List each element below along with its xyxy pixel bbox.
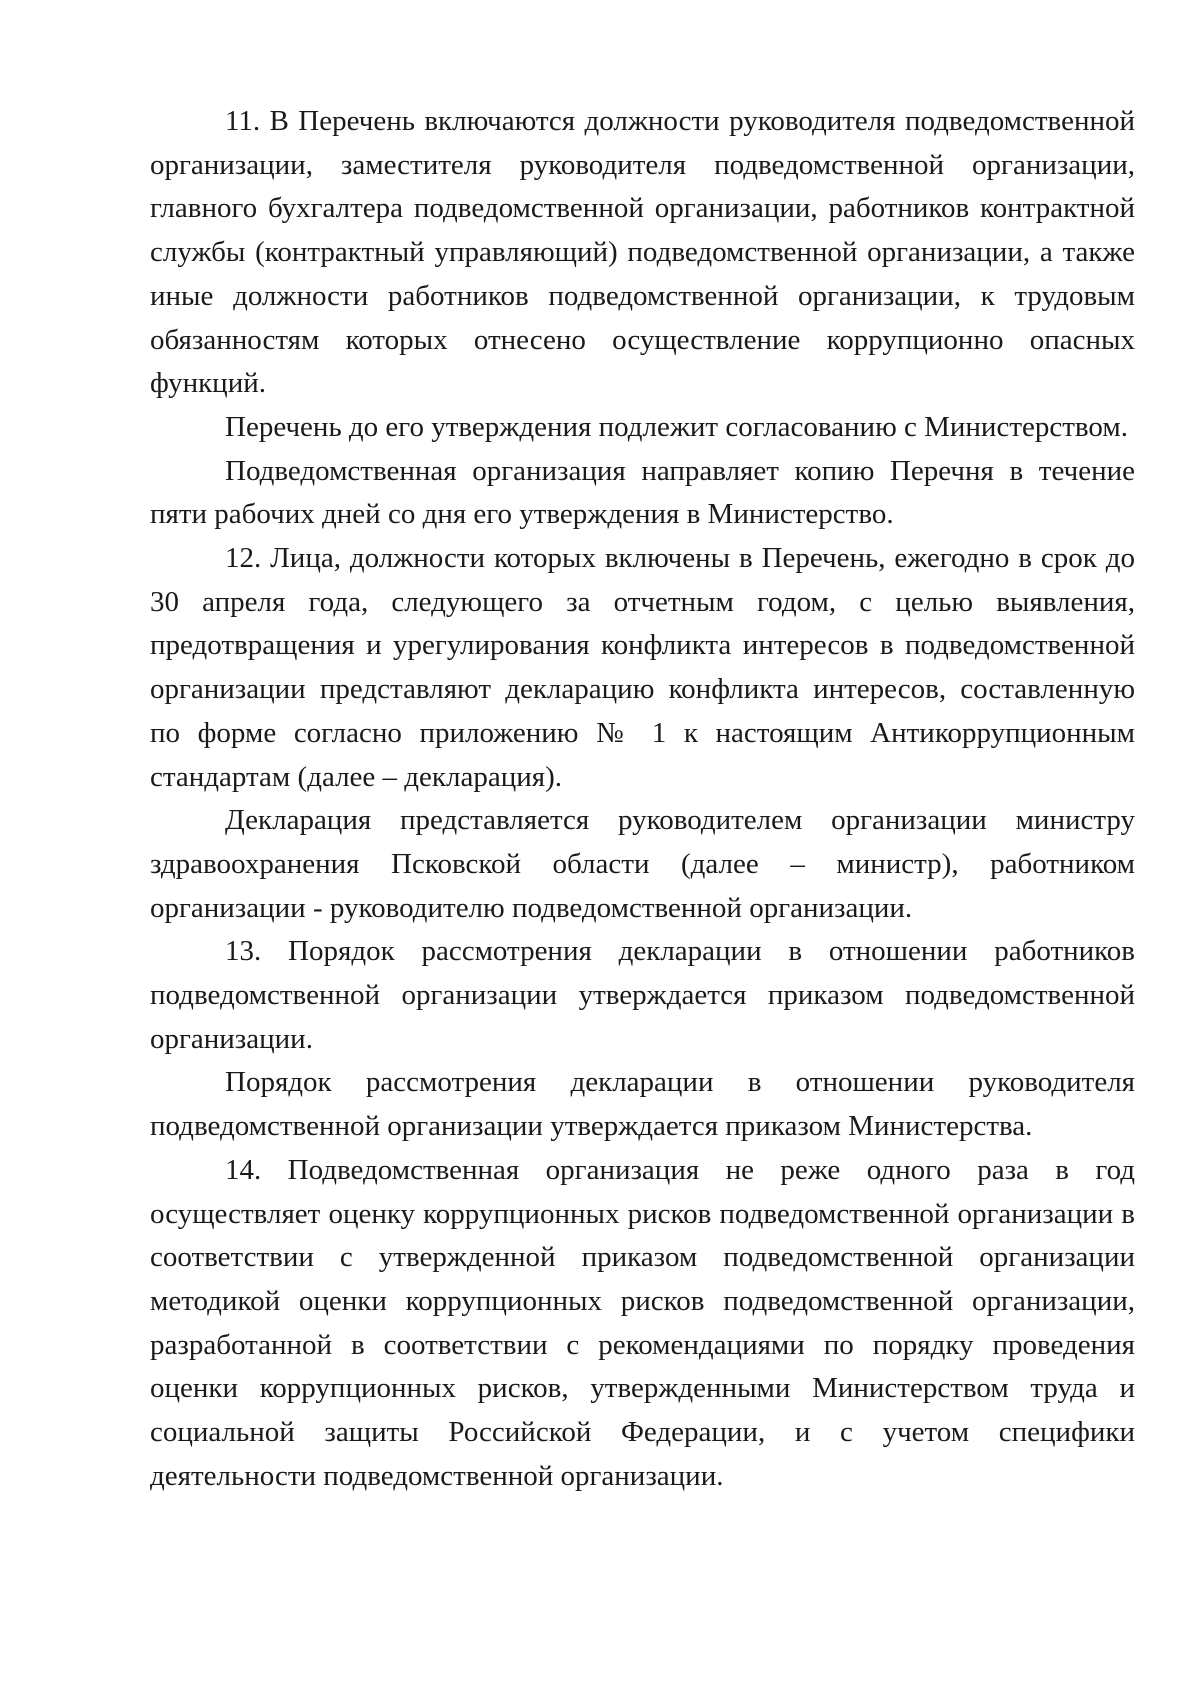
paragraph-item-14: 14. Подведомственная организация не реже одного раза в год осуществляет оценку коррупционных рисков подведомственной организации в соответствии с утвержденной приказом подведомственной организации методикой оценки коррупционных рисков подведомственной организации, разработанной в соответствии с рекомендациями по порядку проведения оценки коррупционных рисков, утвержденными Министерством труда и социальной защиты Российской Федерации, и с учетом специфики деятельности подведомственной организации. [150, 1153, 1135, 1492]
paragraph-approval: Перечень до его утверждения подлежит согласованию с Министерством. [225, 410, 1128, 443]
paragraph-item-13: 13. Порядок рассмотрения декларации в отношении работников подведомственной организации утверждается приказом подведомственной организации. [150, 935, 1135, 1055]
paragraph-item-12: 12. Лица, должности которых включены в Перечень, ежегодно в срок до 30 апреля года, следующего за отчетным годом, с целью выявления, предотвращения и урегулирования конфликта интересов в подведомственной организации представляют декларацию конфликта интересов, составленную по форме согласно приложению № 1 к настоящим Антикоррупционным стандартам (далее – декларация). [150, 542, 1135, 793]
paragraph-copy: Подведомственная организация направляет копию Перечня в течение пяти рабочих дней со дня его утверждения в Министерство. [150, 454, 1135, 531]
document-body [150, 100, 1135, 1499]
paragraph-declaration: Декларация представляется руководителем организации министру здравоохранения Псковской области (далее – министр), работником организации - руководителю подведомственной организации. [150, 804, 1135, 924]
paragraph-review-order: Порядок рассмотрения декларации в отношении руководителя подведомственной организации утверждается приказом Министерства. [150, 1066, 1135, 1143]
paragraph-item-11: 11. В Перечень включаются должности руководителя подведомственной организации, заместителя руководителя подведомственной организации, главного бухгалтера подведомственной организации, работников контрактной службы (контрактный управляющий) подведомственной организации, а также иные должности работников подведомственной организации, к трудовым обязанностям которых отнесено осуществление коррупционно опасных функций. [150, 105, 1135, 400]
